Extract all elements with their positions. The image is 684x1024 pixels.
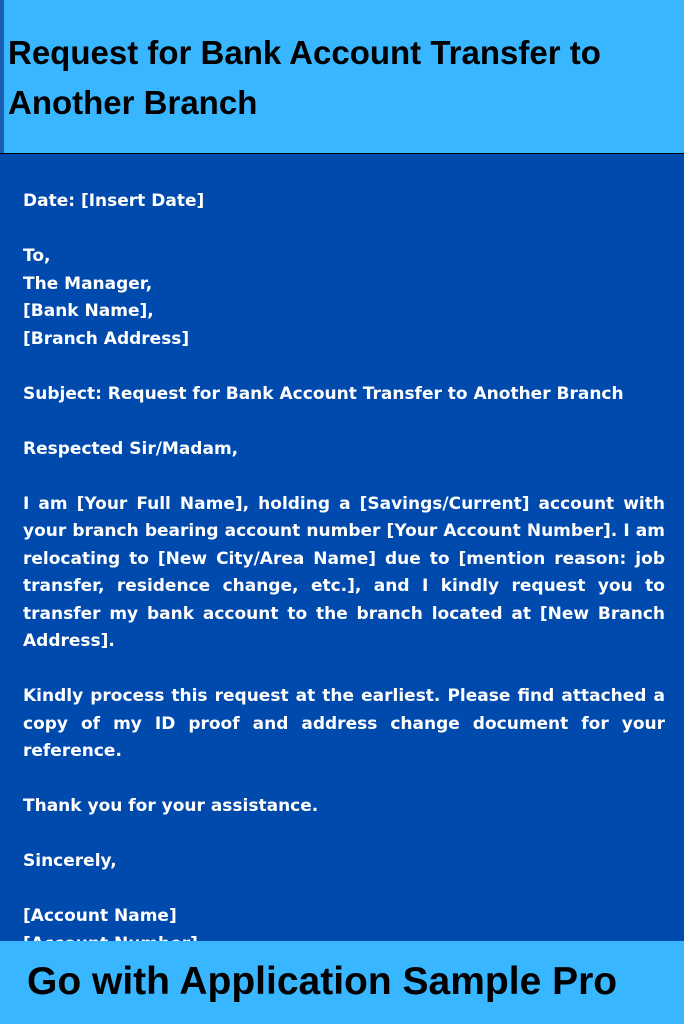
recipient-manager: The Manager, (23, 273, 153, 294)
letter-closing: Sincerely, (23, 851, 117, 871)
letter-paragraph-1: I am [Your Full Name], holding a [Savings/Current] account with your branch bearing account number [Your Account Number]. I am relocating to [New City/Area Name] due to [mention reason: job transfer, residence change, etc.], and I kindly request you to transfer my bank account to the branch located at [New Branch Address]. (23, 493, 665, 651)
letter-thanks: Thank you for your assistance. (23, 796, 319, 816)
recipient-branch-address: [Branch Address] (23, 328, 190, 349)
letter-body (23, 188, 665, 958)
letter-panel (0, 153, 684, 941)
letter-salutation: Respected Sir/Madam, (23, 438, 239, 459)
letter-paragraph-2: Kindly process this request at the earliest. Please find attached a copy of my ID proof and address change document for your reference. (23, 686, 665, 761)
page-title-line-1: Request for Bank Account Transfer to (8, 34, 601, 71)
recipient-block (23, 243, 665, 353)
page-title (8, 28, 668, 128)
signature-account-name: [Account Name] (23, 906, 177, 926)
letter-date: Date: [Insert Date] (23, 191, 205, 211)
recipient-bank-name: [Bank Name], (23, 301, 154, 321)
letter-subject: Subject: Request for Bank Account Transfer to Another Branch (23, 383, 624, 404)
page-title-line-2: Another Branch (8, 84, 258, 121)
footer-brand-text: Go with Application Sample Pro (27, 960, 618, 1003)
header-banner (0, 0, 684, 153)
recipient-to: To, (23, 246, 51, 266)
footer-banner (0, 941, 684, 1024)
